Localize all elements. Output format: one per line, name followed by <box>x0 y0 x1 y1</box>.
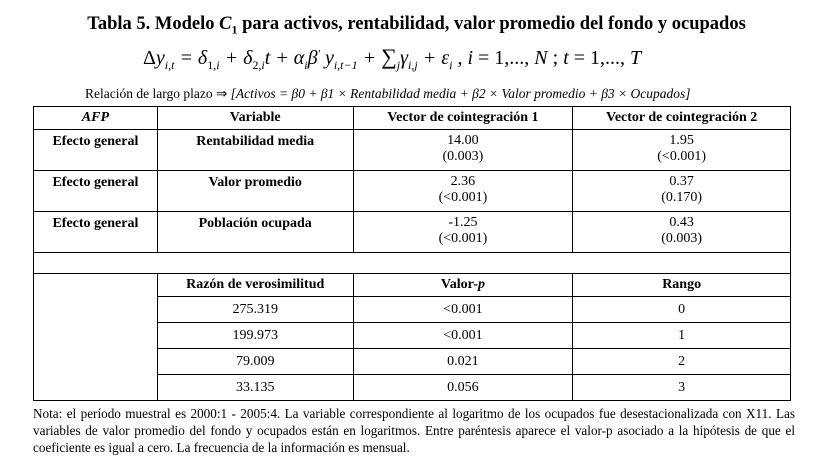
long-run-relation <box>85 86 691 102</box>
vector-1-cell <box>353 171 573 212</box>
variable-cell: Población ocupada <box>157 212 353 253</box>
lr-header-row <box>34 274 791 297</box>
likelihood-ratio-cell: 33.135 <box>157 375 353 401</box>
vector-2-cell <box>573 212 791 253</box>
model-formula <box>0 40 833 80</box>
coefficient: 14.00 <box>447 133 479 148</box>
rank-cell: 3 <box>573 375 791 401</box>
header-p-value <box>353 274 573 297</box>
header-rank: Rango <box>573 274 791 297</box>
coefficient: 1.95 <box>669 133 694 148</box>
title-prefix: Tabla 5. Modelo <box>87 14 220 34</box>
vector-1-cell <box>353 212 573 253</box>
table-row <box>34 171 791 212</box>
likelihood-ratio-cell: 199.973 <box>157 323 353 349</box>
blank-cell <box>34 253 791 274</box>
title-suffix: para activos, rentabilidad, valor promedio del fondo y ocupados <box>237 14 746 34</box>
lr-spacer-cell <box>34 274 158 401</box>
p-value: (<0.001) <box>657 149 706 164</box>
results-table <box>33 106 791 401</box>
formula-graphic <box>137 40 697 74</box>
header-variable: Variable <box>157 107 353 130</box>
afp-cell: Efecto general <box>34 130 158 171</box>
table-note: Nota: el período muestral es 2000:1 - 2005:4. La variable correspondiente al logaritmo de los ocupados fue desestacionalizada con X11. Las variables de valor promedio del fondo y ocupados están en logaritmos. Entre paréntesis aparece el valor-p asociado a la hipótesis de que el coeficiente es igual a cero. La frecuencia de la información es mensual. <box>33 406 795 455</box>
p-value-cell: 0.021 <box>353 349 573 375</box>
long-run-equation: [Activos = β0 + β1 × Rentabilidad media + β2 × Valor promedio + β3 × Ocupados] <box>230 86 691 101</box>
title-model-letter: C <box>219 14 232 34</box>
long-run-label: Relación de largo plazo ⇒ <box>85 86 228 101</box>
afp-cell: Efecto general <box>34 171 158 212</box>
p-value: (<0.001) <box>438 190 488 205</box>
header-vector-2: Vector de cointegración 2 <box>573 107 791 130</box>
header-vector-1: Vector de cointegración 1 <box>353 107 573 130</box>
p-value: (0.003) <box>442 149 484 164</box>
vector-1-cell <box>353 130 573 171</box>
rank-cell: 1 <box>573 323 791 349</box>
table-title <box>0 14 833 38</box>
rank-cell: 2 <box>573 349 791 375</box>
coefficient: 0.37 <box>669 174 694 189</box>
title-model-subscript: 1 <box>231 22 238 37</box>
header-p-value-prefix: Valor- <box>440 277 478 292</box>
variable-cell: Rentabilidad media <box>157 130 353 171</box>
coefficient: 0.43 <box>669 215 694 230</box>
header-afp: AFP <box>34 107 158 130</box>
variable-cell: Valor promedio <box>157 171 353 212</box>
likelihood-ratio-cell: 275.319 <box>157 297 353 323</box>
vector-2-cell <box>573 130 791 171</box>
p-value-cell: <0.001 <box>353 297 573 323</box>
rank-cell: 0 <box>573 297 791 323</box>
afp-cell: Efecto general <box>34 212 158 253</box>
blank-row <box>34 253 791 274</box>
svg-text:Δyi,t = δ1,i + δ2,it + αiβ' yi: $\Delta y_{i,t} = \delta_{1,}i + \delta_{2,}it + \alpha_i\beta'$ $y_{i,t-1} + \sum_j\gamma_{i,j} + \varepsilon_i$ , i = 1,..., N ; t = 1,..., T <box>142 44 641 72</box>
header-row <box>34 107 791 130</box>
header-likelihood-ratio: Razón de verosimilitud <box>157 274 353 297</box>
p-value-cell: <0.001 <box>353 323 573 349</box>
table-row <box>34 130 791 171</box>
table-row <box>34 212 791 253</box>
likelihood-ratio-cell: 79.009 <box>157 349 353 375</box>
coefficient: -1.25 <box>448 215 478 230</box>
p-value: (0.170) <box>661 190 703 205</box>
p-value: (0.003) <box>661 231 703 246</box>
p-value-cell: 0.056 <box>353 375 573 401</box>
vector-2-cell <box>573 171 791 212</box>
p-value: (<0.001) <box>438 231 488 246</box>
header-p-value-italic: p <box>477 277 485 292</box>
coefficient: 2.36 <box>450 174 476 189</box>
